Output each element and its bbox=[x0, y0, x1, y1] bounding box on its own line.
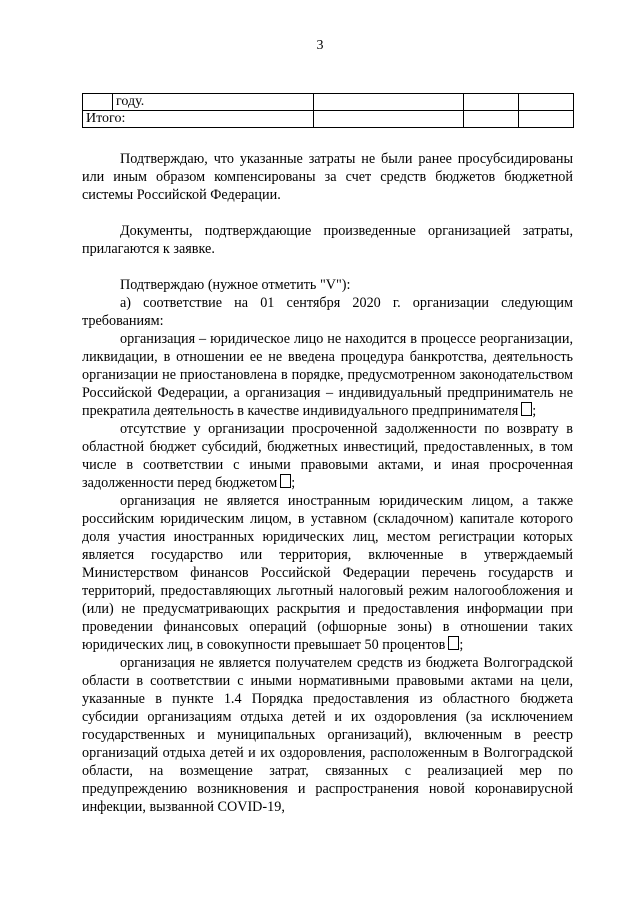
checkbox-icon[interactable] bbox=[448, 636, 459, 650]
paragraph-item-4: организация не является получателем средств из бюджета Волгоградской области в соответствии с иными нормативными правовыми актами на цели, указанные в пункте 1.4 Порядка предоставления из областного бюджета субсидии организациям отдыха детей и их оздоровления (за исключением государственных и муниципальных организаций), включенным в реестр организаций отдыха детей и их оздоровления, расположенным в Волгоградской области, на возмещение затрат, связанных с реализацией мер по предупреждению возникновения и распространения новой коронавирусной инфекции, вызванной COVID-19, bbox=[82, 655, 573, 815]
table-cell bbox=[83, 94, 113, 111]
table-row bbox=[83, 94, 574, 111]
paragraph-item-3: организация не является иностранным юридическим лицом, а также российским юридическим лицом, в уставном (складочном) капитале которого доля участия иностранных юридических лиц, местом регистрации которых является государство или территория, включенные в утверждаемый Министерством финансов Российской Федерации перечень государств и территорий, предоставляющих льготный налоговый режим налогообложения и (или) не предусматривающих раскрытия и предоставления информации при проведении финансовых операций (офшорные зоны) в отношении таких юридических лиц, в совокупности превышает 50 процентов ; bbox=[82, 493, 573, 653]
table-cell-year: году. bbox=[113, 94, 314, 111]
item-2-text: отсутствие у организации просроченной задолженности по возврату в областной бюджет субсидий, бюджетных инвестиций, предоставленных, в том числе в соответствии с иными правовыми актами, и иная просроченная задолженности перед бюджетом bbox=[82, 421, 573, 491]
paragraph-confirmation: Подтверждаю, что указанные затраты не были ранее просубсидированы или иным образом компенсированы за счет средств бюджетов бюджетной системы Российской Федерации. bbox=[82, 151, 573, 203]
document-body bbox=[82, 150, 573, 816]
table-cell bbox=[519, 94, 574, 111]
paragraph-confirm-mark: Подтверждаю (нужное отметить "V"): bbox=[120, 277, 351, 293]
paragraph-item-2: отсутствие у организации просроченной задолженности по возврату в областной бюджет субсидий, бюджетных инвестиций, предоставленных, в том числе в соответствии с иными правовыми актами, и иная просроченная задолженности перед бюджетом ; bbox=[82, 421, 573, 491]
paragraph-item-1: организация – юридическое лицо не находится в процессе реорганизации, ликвидации, в отношении ее не введена процедура банкротства, деятельность организации не приостановлена в порядке, предусмотренном законодательством Российской Федерации, а организация – индивидуальный предприниматель не прекратила деятельность в качестве индивидуального предпринимателя ; bbox=[82, 331, 573, 419]
paragraph-requirements: а) соответствие на 01 сентября 2020 г. организации следующим требованиям: bbox=[82, 295, 573, 329]
paragraph-documents: Документы, подтверждающие произведенные организацией затраты, прилагаются к заявке. bbox=[82, 223, 573, 257]
checkbox-icon[interactable] bbox=[280, 474, 291, 488]
table-cell bbox=[464, 111, 519, 128]
table-cell bbox=[519, 111, 574, 128]
table-cell-total-label: Итого: bbox=[83, 111, 314, 128]
table-cell bbox=[314, 94, 464, 111]
table-cell bbox=[314, 111, 464, 128]
table-cell bbox=[464, 94, 519, 111]
item-1-text: организация – юридическое лицо не находится в процессе реорганизации, ликвидации, в отношении ее не введена процедура банкротства, деятельность организации не приостановлена в порядке, предусмотренном законодательством Российской Федерации, а организация – индивидуальный предприниматель не прекратила деятельность в качестве индивидуального предпринимателя bbox=[82, 331, 573, 419]
table-row-total bbox=[83, 111, 574, 128]
item-3-text: организация не является иностранным юридическим лицом, а также российским юридическим лицом, в уставном (складочном) капитале которого доля участия иностранных юридических лиц, местом регистрации которых является государство или территория, включенные в утверждаемый Министерством финансов Российской Федерации перечень государств и территорий, предоставляющих льготный налоговый режим налогообложения и (или) не предусматривающих раскрытия и предоставления информации при проведении финансовых операций (офшорные зоны) в отношении таких юридических лиц, в совокупности превышает 50 процентов bbox=[82, 493, 573, 653]
page-number: 3 bbox=[316, 38, 324, 53]
expenses-table bbox=[82, 93, 574, 128]
checkbox-icon[interactable] bbox=[521, 402, 532, 416]
